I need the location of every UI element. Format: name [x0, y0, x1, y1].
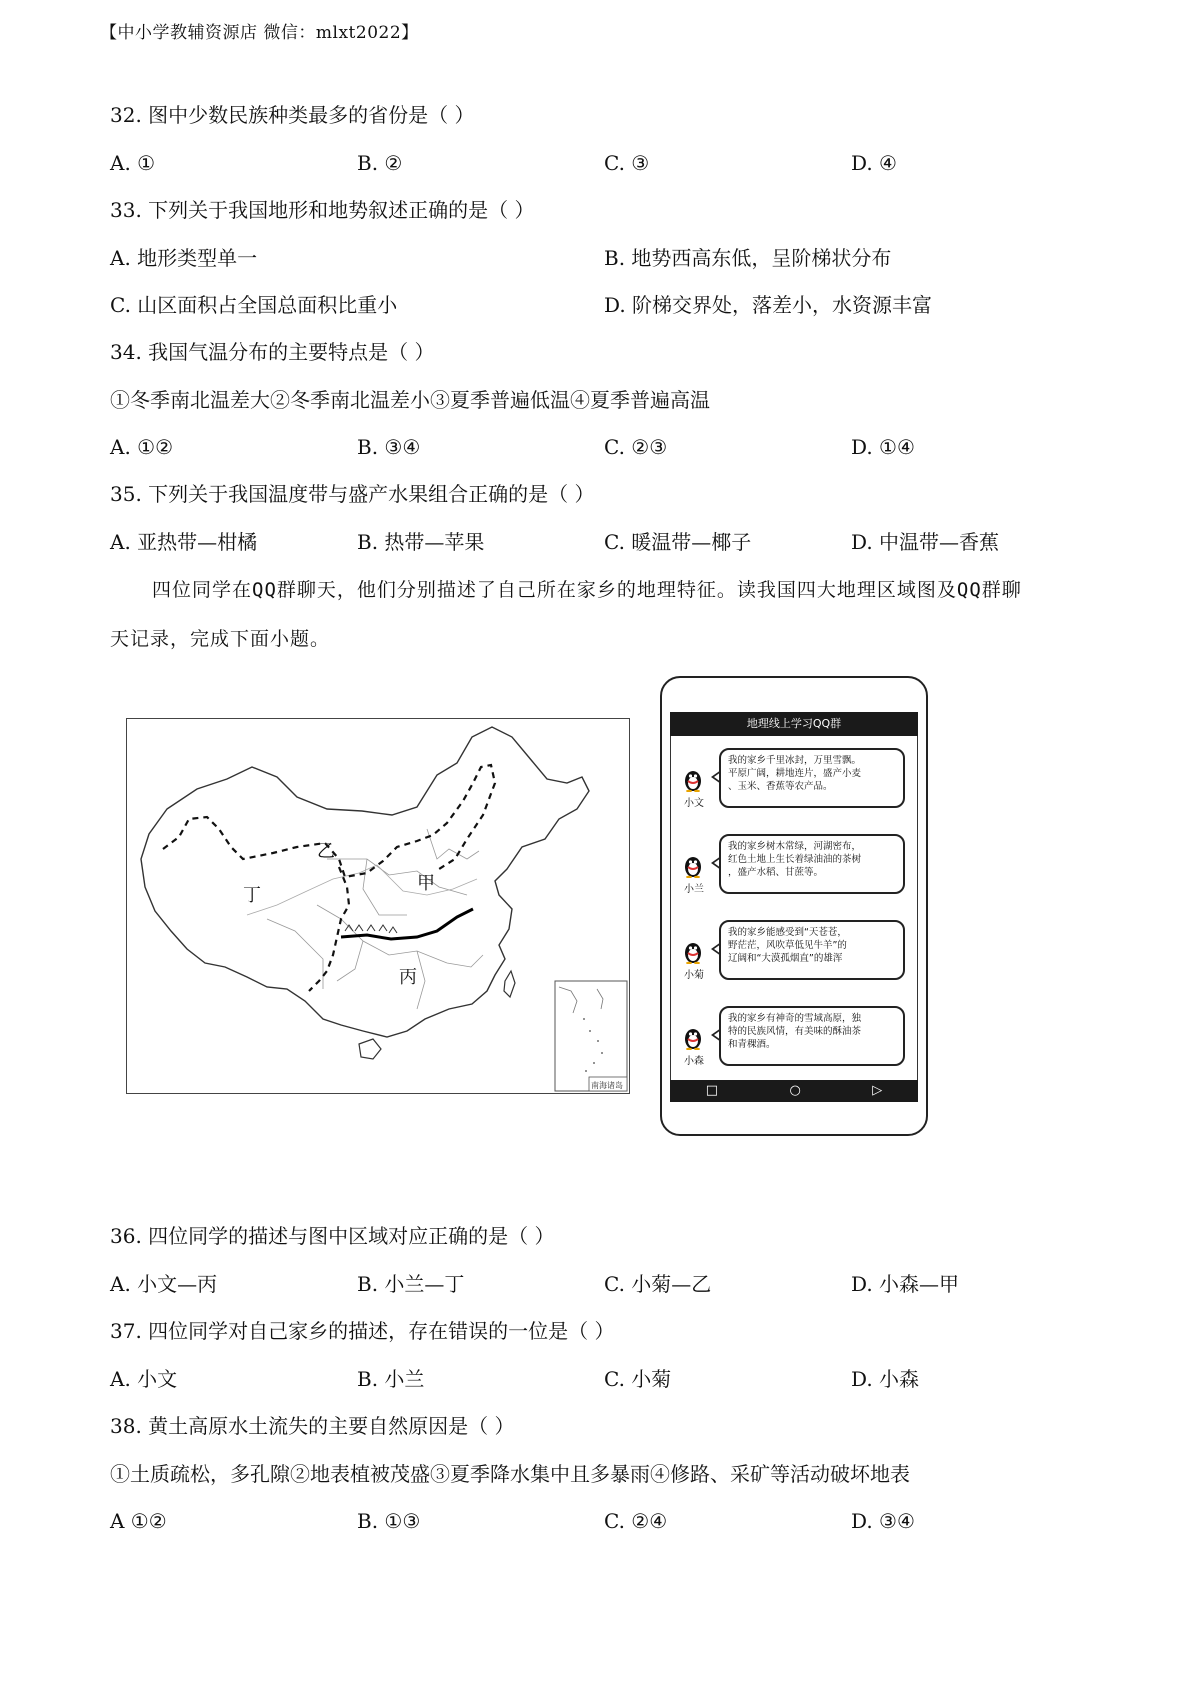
question-34-stem: 34. 我国气温分布的主要特点是（ ） — [110, 340, 435, 364]
question-36-option-d: D. 小森—甲 — [851, 1272, 960, 1296]
chat-bubble — [719, 748, 905, 808]
chat-line: 平原广阔，耕地连片，盛产小麦 — [728, 768, 862, 779]
question-38-stem: 38. 黄土高原水土流失的主要自然原因是（ ） — [110, 1414, 515, 1438]
qq-penguin-icon — [683, 1026, 703, 1050]
question-35-option-a: A. 亚热带—柑橘 — [110, 530, 258, 554]
question-33-option-b: B. 地势西高东低，呈阶梯状分布 — [604, 246, 892, 270]
question-34-option-c: C. ②③ — [604, 435, 668, 459]
region-label-ding: 丁 — [243, 885, 261, 906]
taiwan-island — [504, 971, 515, 997]
qq-penguin-icon — [683, 940, 703, 964]
chat-message-2 — [677, 830, 911, 900]
question-36-stem: 36. 四位同学的描述与图中区域对应正确的是（ ） — [110, 1224, 555, 1248]
question-32-option-b: B. ② — [357, 151, 403, 175]
chat-line: 野茫茫，风吹草低见牛羊”的 — [728, 940, 847, 951]
qq-penguin-icon — [683, 854, 703, 878]
question-34-option-d: D. ①④ — [851, 435, 915, 459]
chat-title: 地理线上学习QQ群 — [670, 712, 918, 736]
chat-line: 红色土地上生长着绿油油的茶树 — [728, 854, 862, 865]
chat-line: ，盛产水稻、甘蔗等。 — [728, 867, 824, 878]
triangle-back-icon: ▷ — [872, 1083, 883, 1098]
question-32-stem: 32. 图中少数民族种类最多的省份是（ ） — [110, 103, 475, 127]
page-header: 【中小学教辅资源店 微信：mlxt2022】 — [100, 23, 419, 43]
chat-message-3 — [677, 916, 911, 986]
south-sea-inset — [555, 981, 627, 1091]
qq-penguin-icon — [683, 768, 703, 792]
region-label-jia: 甲 — [417, 873, 435, 894]
inset-label: 南海诸岛 — [591, 1081, 623, 1090]
question-35-stem: 35. 下列关于我国温度带与盛产水果组合正确的是（ ） — [110, 482, 595, 506]
qinling-huaihe-line — [341, 909, 473, 939]
question-34-option-b: B. ③④ — [357, 435, 421, 459]
chat-bubble — [719, 1006, 905, 1066]
qinling-mountains — [345, 925, 397, 933]
question-34-statement: ①冬季南北温差大②冬季南北温差小③夏季普遍低温④夏季普遍高温 — [110, 388, 710, 412]
chat-username: 小兰 — [684, 884, 704, 895]
chat-line: 我的家乡千里冰封，万里雪飘。 — [728, 755, 862, 766]
question-36-option-a: A. 小文—丙 — [110, 1272, 218, 1296]
question-33-stem: 33. 下列关于我国地形和地势叙述正确的是（ ） — [110, 198, 535, 222]
china-outline — [141, 727, 589, 1037]
chat-line: 和青稞酒。 — [728, 1039, 776, 1050]
question-37-option-c: C. 小菊 — [604, 1367, 672, 1391]
question-32-option-a: A. ① — [110, 151, 156, 175]
region-label-yi: 乙 — [317, 841, 335, 862]
chat-line: 我的家乡树木常绿，河湖密布， — [728, 841, 862, 852]
chat-line: 、玉米、香蕉等农产品。 — [728, 781, 833, 792]
chat-username: 小森 — [684, 1056, 704, 1067]
question-38-option-d: D. ③④ — [851, 1509, 915, 1533]
question-34-option-a: A. ①② — [110, 435, 174, 459]
square-icon: □ — [705, 1083, 719, 1098]
yellow-river — [247, 865, 477, 915]
question-32-option-d: D. ④ — [851, 151, 897, 175]
chat-line: 我的家乡能感受到“天苍苍， — [728, 927, 847, 938]
question-38-option-b: B. ①③ — [357, 1509, 421, 1533]
question-33-option-a: A. 地形类型单一 — [110, 246, 258, 270]
passage-line-2: 天记录，完成下面小题。 — [110, 628, 331, 650]
chat-bubble — [719, 920, 905, 980]
chat-screen — [670, 736, 918, 1080]
chat-message-1 — [677, 744, 911, 814]
question-38-option-c: C. ②④ — [604, 1509, 668, 1533]
question-37-option-d: D. 小森 — [851, 1367, 920, 1391]
map-svg — [127, 719, 629, 1093]
region-label-bing: 丙 — [399, 967, 417, 988]
hainan-island — [359, 1039, 381, 1059]
question-38-statement: ①土质疏松，多孔隙②地表植被茂盛③夏季降水集中且多暴雨④修路、采矿等活动破坏地表 — [110, 1462, 910, 1486]
chat-bubble — [719, 834, 905, 894]
question-33-option-d: D. 阶梯交界处，落差小，水资源丰富 — [604, 293, 933, 317]
question-36-option-b: B. 小兰—丁 — [357, 1272, 465, 1296]
question-38-option-a: A ①② — [110, 1509, 167, 1533]
question-32-option-c: C. ③ — [604, 151, 650, 175]
china-regions-map — [126, 718, 630, 1094]
chat-line: 特的民族风情，有美味的酥油茶 — [728, 1026, 862, 1037]
question-37-option-a: A. 小文 — [110, 1367, 178, 1391]
question-33-option-c: C. 山区面积占全国总面积比重小 — [110, 293, 398, 317]
question-35-option-b: B. 热带—苹果 — [357, 530, 485, 554]
question-35-option-d: D. 中温带—香蕉 — [851, 530, 1000, 554]
circle-icon: ○ — [789, 1083, 801, 1098]
phone-nav-bar — [670, 1080, 918, 1102]
boundary-qinghai-tibet — [309, 867, 349, 991]
chat-line: 我的家乡有神奇的雪域高原，独 — [728, 1013, 862, 1024]
chat-username: 小文 — [684, 798, 704, 809]
province-lines — [267, 829, 483, 1009]
chat-username: 小菊 — [684, 970, 704, 981]
chat-line: 辽阔和“大漠孤烟直”的雄浑 — [728, 953, 843, 964]
question-36-option-c: C. 小菊—乙 — [604, 1272, 712, 1296]
question-37-option-b: B. 小兰 — [357, 1367, 425, 1391]
question-35-option-c: C. 暖温带—椰子 — [604, 530, 752, 554]
passage-line-1: 四位同学在QQ群聊天，他们分别描述了自己所在家乡的地理特征。读我国四大地理区域图及QQ群聊 — [152, 579, 1022, 601]
question-37-stem: 37. 四位同学对自己家乡的描述，存在错误的一位是（ ） — [110, 1319, 615, 1343]
chat-message-4 — [677, 1002, 911, 1072]
phone-chat-figure — [660, 676, 928, 1136]
